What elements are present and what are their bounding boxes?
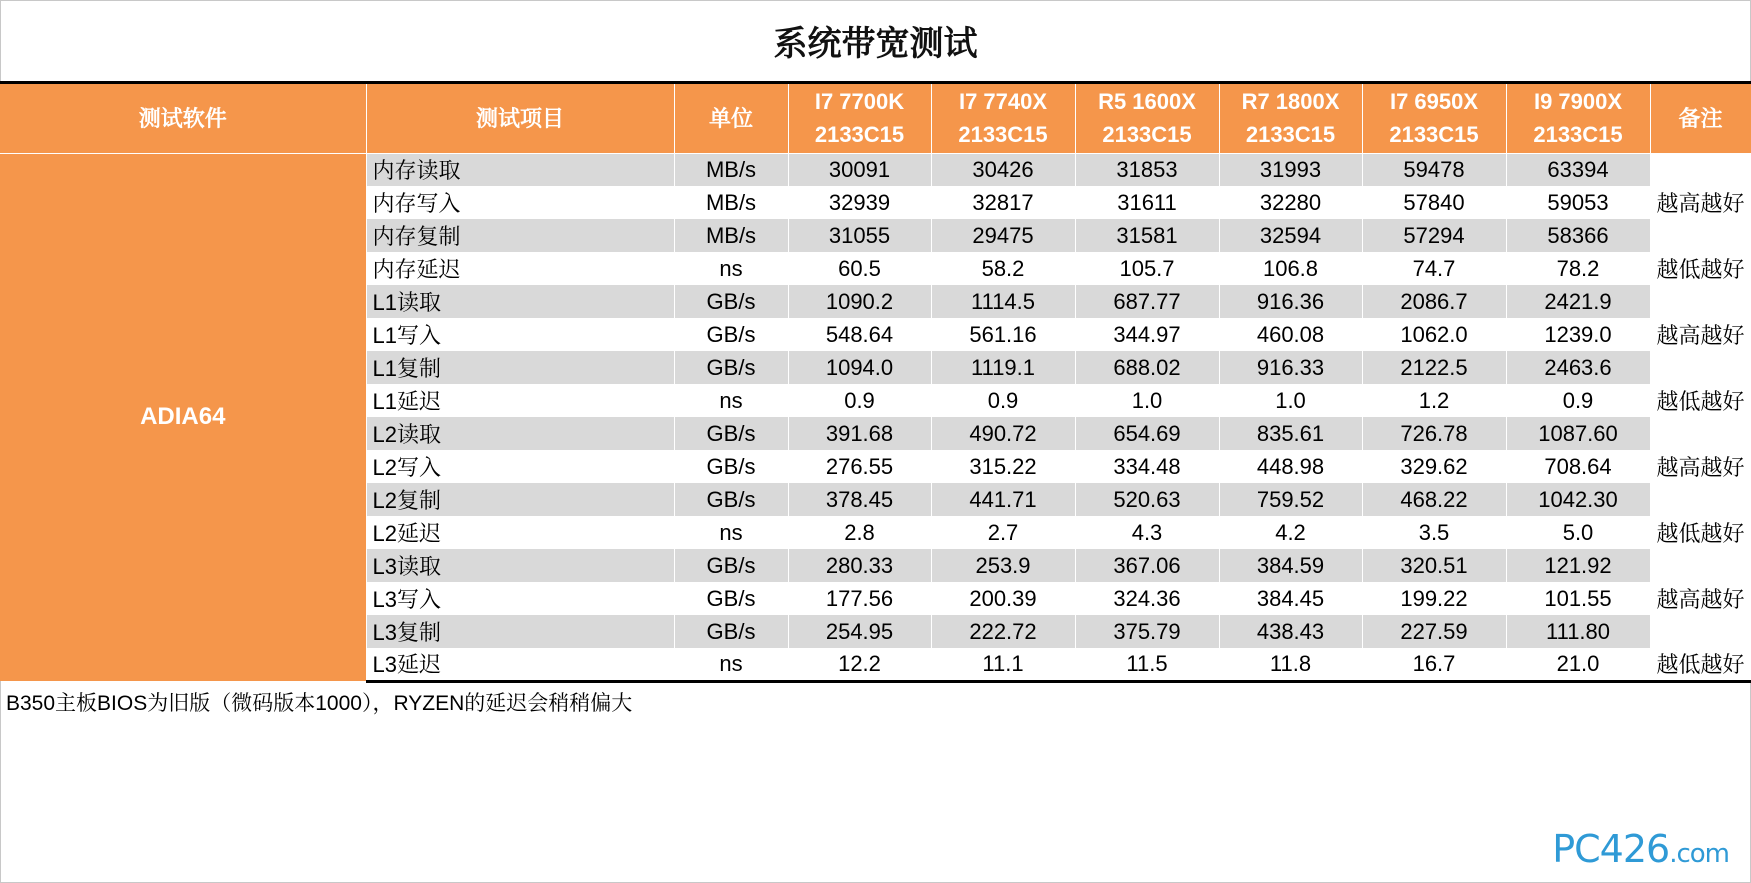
value-cell: 59478 — [1362, 153, 1506, 186]
value-cell: 1087.60 — [1506, 417, 1650, 450]
unit-cell: ns — [674, 648, 788, 681]
test-item-cell: L3读取 — [366, 549, 674, 582]
value-cell: 78.2 — [1506, 252, 1650, 285]
value-cell: 688.02 — [1075, 351, 1219, 384]
value-cell: 177.56 — [788, 582, 931, 615]
value-cell: 835.61 — [1219, 417, 1362, 450]
unit-cell: GB/s — [674, 285, 788, 318]
value-cell: 11.1 — [931, 648, 1075, 681]
header-cpu-1 — [788, 84, 931, 153]
value-cell: 254.95 — [788, 615, 931, 648]
value-cell: 561.16 — [931, 318, 1075, 351]
value-cell: 4.3 — [1075, 516, 1219, 549]
value-cell: 1239.0 — [1506, 318, 1650, 351]
value-cell: 548.64 — [788, 318, 931, 351]
value-cell: 1.2 — [1362, 384, 1506, 417]
test-item-cell: L3延迟 — [366, 648, 674, 681]
value-cell: 63394 — [1506, 153, 1650, 186]
value-cell: 0.9 — [788, 384, 931, 417]
value-cell: 1114.5 — [931, 285, 1075, 318]
value-cell: 32594 — [1219, 219, 1362, 252]
table-body — [0, 153, 1751, 681]
value-cell: 520.63 — [1075, 483, 1219, 516]
value-cell: 367.06 — [1075, 549, 1219, 582]
note-cell: 越高越好 — [1650, 549, 1751, 648]
page-title: 系统带宽测试 — [0, 0, 1751, 84]
note-cell: 越高越好 — [1650, 153, 1751, 252]
value-cell: 227.59 — [1362, 615, 1506, 648]
logo-main: PC426 — [1552, 827, 1670, 871]
value-cell: 334.48 — [1075, 450, 1219, 483]
value-cell: 1.0 — [1075, 384, 1219, 417]
test-item-cell: L2读取 — [366, 417, 674, 450]
bandwidth-table — [0, 84, 1751, 683]
cpu-memory: 2133C15 — [958, 122, 1048, 148]
value-cell: 448.98 — [1219, 450, 1362, 483]
value-cell: 32939 — [788, 186, 931, 219]
cpu-name: I7 6950X — [1389, 89, 1479, 115]
header-cpu-5 — [1362, 84, 1506, 153]
value-cell: 121.92 — [1506, 549, 1650, 582]
value-cell: 490.72 — [931, 417, 1075, 450]
note-cell: 越高越好 — [1650, 417, 1751, 516]
value-cell: 253.9 — [931, 549, 1075, 582]
value-cell: 1062.0 — [1362, 318, 1506, 351]
unit-cell: GB/s — [674, 549, 788, 582]
value-cell: 315.22 — [931, 450, 1075, 483]
value-cell: 3.5 — [1362, 516, 1506, 549]
unit-cell: MB/s — [674, 186, 788, 219]
value-cell: 60.5 — [788, 252, 931, 285]
site-logo — [1552, 827, 1729, 871]
header-cpu-2 — [931, 84, 1075, 153]
value-cell: 460.08 — [1219, 318, 1362, 351]
value-cell: 916.36 — [1219, 285, 1362, 318]
value-cell: 2.8 — [788, 516, 931, 549]
value-cell: 29475 — [931, 219, 1075, 252]
value-cell: 2122.5 — [1362, 351, 1506, 384]
value-cell: 2086.7 — [1362, 285, 1506, 318]
cpu-name: I7 7740X — [958, 89, 1048, 115]
cpu-name: R5 1600X — [1098, 89, 1196, 115]
value-cell: 199.22 — [1362, 582, 1506, 615]
value-cell: 1.0 — [1219, 384, 1362, 417]
cpu-memory: 2133C15 — [1245, 122, 1336, 148]
cpu-memory: 2133C15 — [1389, 122, 1479, 148]
value-cell: 74.7 — [1362, 252, 1506, 285]
value-cell: 31611 — [1075, 186, 1219, 219]
value-cell: 1042.30 — [1506, 483, 1650, 516]
value-cell: 2.7 — [931, 516, 1075, 549]
cpu-name: I9 7900X — [1533, 89, 1623, 115]
cpu-name: I7 7700K — [814, 89, 905, 115]
value-cell: 2463.6 — [1506, 351, 1650, 384]
test-item-cell: 内存延迟 — [366, 252, 674, 285]
value-cell: 324.36 — [1075, 582, 1219, 615]
value-cell: 320.51 — [1362, 549, 1506, 582]
value-cell: 2421.9 — [1506, 285, 1650, 318]
value-cell: 654.69 — [1075, 417, 1219, 450]
value-cell: 916.33 — [1219, 351, 1362, 384]
value-cell: 441.71 — [931, 483, 1075, 516]
value-cell: 222.72 — [931, 615, 1075, 648]
value-cell: 16.7 — [1362, 648, 1506, 681]
value-cell: 329.62 — [1362, 450, 1506, 483]
note-cell: 越低越好 — [1650, 252, 1751, 285]
test-item-cell: 内存复制 — [366, 219, 674, 252]
value-cell: 4.2 — [1219, 516, 1362, 549]
unit-cell: GB/s — [674, 351, 788, 384]
unit-cell: MB/s — [674, 153, 788, 186]
test-item-cell: L1写入 — [366, 318, 674, 351]
software-cell: ADIA64 — [0, 153, 366, 681]
value-cell: 280.33 — [788, 549, 931, 582]
table-header-row — [0, 84, 1751, 153]
value-cell: 58.2 — [931, 252, 1075, 285]
test-item-cell: 内存读取 — [366, 153, 674, 186]
value-cell: 0.9 — [1506, 384, 1650, 417]
test-item-cell: 内存写入 — [366, 186, 674, 219]
value-cell: 759.52 — [1219, 483, 1362, 516]
value-cell: 101.55 — [1506, 582, 1650, 615]
cpu-memory: 2133C15 — [1102, 122, 1192, 148]
header-unit: 单位 — [674, 84, 788, 153]
value-cell: 391.68 — [788, 417, 931, 450]
unit-cell: GB/s — [674, 318, 788, 351]
value-cell: 0.9 — [931, 384, 1075, 417]
header-cpu-6 — [1506, 84, 1650, 153]
value-cell: 32280 — [1219, 186, 1362, 219]
unit-cell: MB/s — [674, 219, 788, 252]
test-item-cell: L1延迟 — [366, 384, 674, 417]
unit-cell: GB/s — [674, 615, 788, 648]
value-cell: 31581 — [1075, 219, 1219, 252]
value-cell: 31993 — [1219, 153, 1362, 186]
value-cell: 344.97 — [1075, 318, 1219, 351]
value-cell: 21.0 — [1506, 648, 1650, 681]
value-cell: 200.39 — [931, 582, 1075, 615]
value-cell: 32817 — [931, 186, 1075, 219]
cpu-memory: 2133C15 — [814, 122, 905, 148]
unit-cell: GB/s — [674, 483, 788, 516]
table-row — [0, 153, 1751, 186]
value-cell: 708.64 — [1506, 450, 1650, 483]
value-cell: 5.0 — [1506, 516, 1650, 549]
test-item-cell: L2复制 — [366, 483, 674, 516]
value-cell: 31055 — [788, 219, 931, 252]
value-cell: 59053 — [1506, 186, 1650, 219]
value-cell: 30426 — [931, 153, 1075, 186]
value-cell: 1119.1 — [931, 351, 1075, 384]
value-cell: 375.79 — [1075, 615, 1219, 648]
value-cell: 687.77 — [1075, 285, 1219, 318]
unit-cell: ns — [674, 516, 788, 549]
header-cpu-4 — [1219, 84, 1362, 153]
value-cell: 1090.2 — [788, 285, 931, 318]
value-cell: 1094.0 — [788, 351, 931, 384]
unit-cell: GB/s — [674, 417, 788, 450]
test-item-cell: L1复制 — [366, 351, 674, 384]
cpu-name: R7 1800X — [1241, 89, 1340, 115]
header-note: 备注 — [1650, 84, 1751, 153]
value-cell: 468.22 — [1362, 483, 1506, 516]
test-item-cell: L3复制 — [366, 615, 674, 648]
unit-cell: ns — [674, 252, 788, 285]
unit-cell: GB/s — [674, 450, 788, 483]
value-cell: 12.2 — [788, 648, 931, 681]
value-cell: 58366 — [1506, 219, 1650, 252]
note-cell: 越低越好 — [1650, 384, 1751, 417]
value-cell: 378.45 — [788, 483, 931, 516]
value-cell: 31853 — [1075, 153, 1219, 186]
header-item: 测试项目 — [366, 84, 674, 153]
test-item-cell: L1读取 — [366, 285, 674, 318]
value-cell: 106.8 — [1219, 252, 1362, 285]
unit-cell: GB/s — [674, 582, 788, 615]
test-item-cell: L3写入 — [366, 582, 674, 615]
value-cell: 57840 — [1362, 186, 1506, 219]
unit-cell: ns — [674, 384, 788, 417]
header-cpu-3 — [1075, 84, 1219, 153]
value-cell: 30091 — [788, 153, 931, 186]
value-cell: 11.8 — [1219, 648, 1362, 681]
value-cell: 438.43 — [1219, 615, 1362, 648]
value-cell: 384.45 — [1219, 582, 1362, 615]
cpu-memory: 2133C15 — [1533, 122, 1623, 148]
test-item-cell: L2写入 — [366, 450, 674, 483]
test-item-cell: L2延迟 — [366, 516, 674, 549]
value-cell: 111.80 — [1506, 615, 1650, 648]
footnote: B350主板BIOS为旧版（微码版本1000），RYZEN的延迟会稍稍偏大 — [6, 692, 633, 715]
note-cell: 越高越好 — [1650, 285, 1751, 384]
logo-suffix: .com — [1669, 839, 1729, 869]
value-cell: 11.5 — [1075, 648, 1219, 681]
note-cell: 越低越好 — [1650, 648, 1751, 681]
value-cell: 105.7 — [1075, 252, 1219, 285]
value-cell: 726.78 — [1362, 417, 1506, 450]
value-cell: 384.59 — [1219, 549, 1362, 582]
header-software: 测试软件 — [0, 84, 366, 153]
value-cell: 57294 — [1362, 219, 1506, 252]
note-cell: 越低越好 — [1650, 516, 1751, 549]
value-cell: 276.55 — [788, 450, 931, 483]
